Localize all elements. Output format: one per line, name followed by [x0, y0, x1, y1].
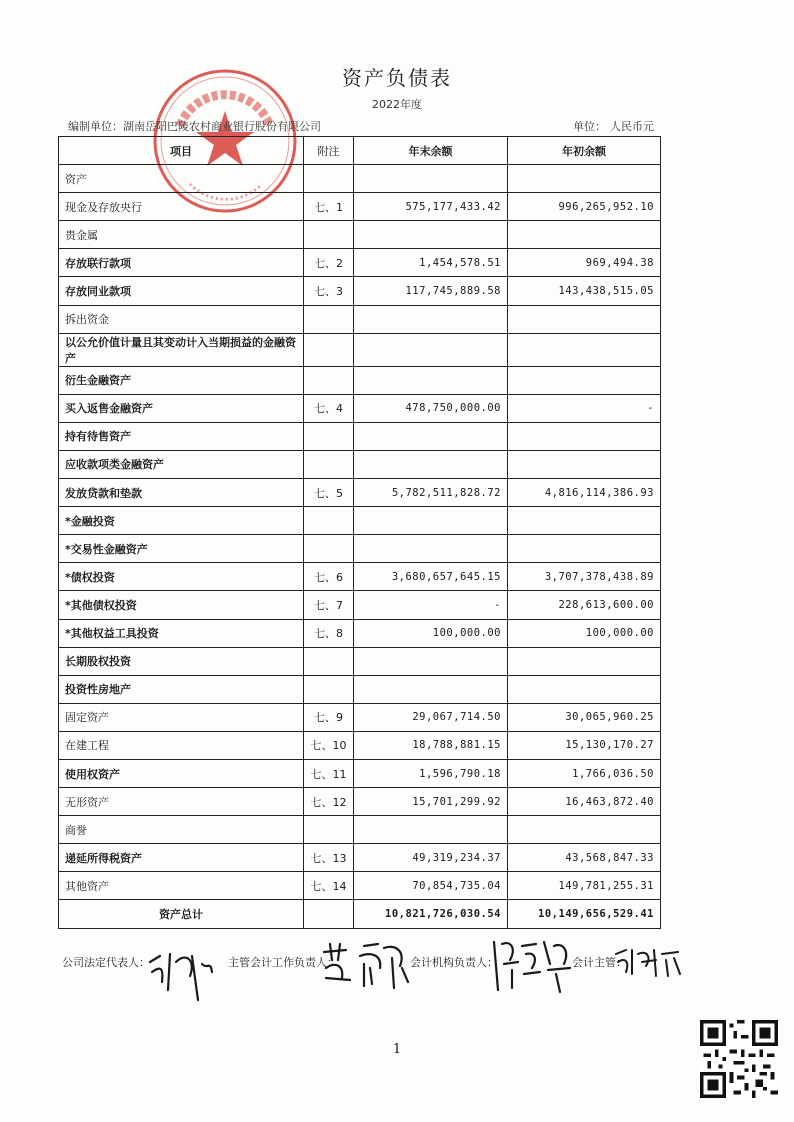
document-title: 资产负债表: [342, 66, 452, 90]
row-year-begin-value: 969,494.38: [508, 249, 661, 277]
row-year-end-value: [354, 422, 508, 450]
total-year-end: 10,821,726,030.54: [354, 900, 508, 928]
row-note: [304, 450, 354, 478]
row-year-begin-value: 228,613,600.00: [508, 591, 661, 619]
preparer-company: 编制单位：湖南岳阳巴陵农村商业银行股份有限公司: [68, 120, 321, 133]
table-row: [59, 703, 661, 731]
table-row: [59, 394, 661, 422]
row-item-label: 资产: [59, 165, 304, 193]
row-year-end-value: [354, 450, 508, 478]
currency-unit-value: 人民币元: [610, 120, 654, 133]
table-row: [59, 647, 661, 675]
row-year-end-value: 478,750,000.00: [354, 394, 508, 422]
row-item-label: 贵金属: [59, 221, 304, 249]
currency-unit-label: 单位：: [573, 120, 606, 133]
row-year-begin-value: [508, 535, 661, 563]
row-note: 七、12: [304, 788, 354, 816]
table-row: [59, 479, 661, 507]
legal-rep-label: 公司法定代表人：: [62, 956, 150, 969]
row-item-label: 现金及存放央行: [59, 193, 304, 221]
row-year-end-value: 18,788,881.15: [354, 731, 508, 759]
table-row: [59, 333, 661, 366]
table-header-row: [59, 137, 661, 165]
row-item-label: 在建工程: [59, 731, 304, 759]
row-year-begin-value: 43,568,847.33: [508, 844, 661, 872]
row-year-end-value: [354, 675, 508, 703]
row-note: 七、11: [304, 759, 354, 787]
row-year-begin-value: [508, 422, 661, 450]
row-item-label: *其他债权投资: [59, 591, 304, 619]
column-header-item: 项目: [59, 137, 304, 165]
row-note: 七、13: [304, 844, 354, 872]
chief-accountant-label: 主管会计工作负责人：: [228, 956, 338, 969]
row-year-begin-value: [508, 165, 661, 193]
table-row: [59, 591, 661, 619]
total-year-begin: 10,149,656,529.41: [508, 900, 661, 928]
row-year-begin-value: 996,265,952.10: [508, 193, 661, 221]
row-year-end-value: [354, 305, 508, 333]
row-year-end-value: [354, 816, 508, 844]
row-note: 七、7: [304, 591, 354, 619]
row-note: [304, 221, 354, 249]
accountant-label: 会计主管：: [572, 956, 627, 969]
table-row: [59, 619, 661, 647]
row-year-end-value: [354, 366, 508, 394]
row-item-label: 应收款项类金融资产: [59, 450, 304, 478]
table-row: [59, 366, 661, 394]
row-year-begin-value: 149,781,255.31: [508, 872, 661, 900]
row-note: 七、8: [304, 619, 354, 647]
row-year-end-value: 1,596,790.18: [354, 759, 508, 787]
row-item-label: 固定资产: [59, 703, 304, 731]
row-year-end-value: 3,680,657,645.15: [354, 563, 508, 591]
row-item-label: *金融投资: [59, 507, 304, 535]
table-row: [59, 305, 661, 333]
table-row: [59, 193, 661, 221]
row-note: [304, 675, 354, 703]
row-item-label: 拆出资金: [59, 305, 304, 333]
row-item-label: 长期股权投资: [59, 647, 304, 675]
row-item-label: 以公允价值计量且其变动计入当期损益的金融资产: [59, 333, 304, 366]
row-note: [304, 165, 354, 193]
row-year-end-value: 15,701,299.92: [354, 788, 508, 816]
row-item-label: *交易性金融资产: [59, 535, 304, 563]
row-note: [304, 422, 354, 450]
row-year-end-value: [354, 165, 508, 193]
column-header-year-begin: 年初余额: [508, 137, 661, 165]
row-item-label: 发放贷款和垫款: [59, 479, 304, 507]
row-year-end-value: 1,454,578.51: [354, 249, 508, 277]
chief-accountant-signature: [320, 938, 412, 990]
row-year-begin-value: 1,766,036.50: [508, 759, 661, 787]
row-item-label: 持有待售资产: [59, 422, 304, 450]
row-year-begin-value: 100,000.00: [508, 619, 661, 647]
row-item-label: 存放联行款项: [59, 249, 304, 277]
row-year-begin-value: 30,065,960.25: [508, 703, 661, 731]
row-note: 七、2: [304, 249, 354, 277]
row-year-end-value: -: [354, 591, 508, 619]
row-item-label: 存放同业款项: [59, 277, 304, 305]
table-row: [59, 675, 661, 703]
row-note: 七、9: [304, 703, 354, 731]
table-row: [59, 535, 661, 563]
row-note: 七、1: [304, 193, 354, 221]
row-year-begin-value: [508, 450, 661, 478]
row-year-end-value: [354, 507, 508, 535]
row-year-begin-value: [508, 816, 661, 844]
row-note: 七、10: [304, 731, 354, 759]
table-row: [59, 507, 661, 535]
row-note: 七、3: [304, 277, 354, 305]
table-row: [59, 450, 661, 478]
table-row: [59, 816, 661, 844]
total-label: 资产总计: [59, 900, 304, 928]
row-year-end-value: 70,854,735.04: [354, 872, 508, 900]
accounting-head-signature: [490, 934, 574, 996]
table-row: [59, 249, 661, 277]
row-year-begin-value: [508, 647, 661, 675]
table-row: [59, 422, 661, 450]
column-header-year-end: 年末余额: [354, 137, 508, 165]
table-row: [59, 221, 661, 249]
row-item-label: 投资性房地产: [59, 675, 304, 703]
page-number: 1: [392, 1042, 402, 1057]
row-year-begin-value: [508, 305, 661, 333]
row-note: [304, 333, 354, 366]
row-year-end-value: 575,177,433.42: [354, 193, 508, 221]
row-item-label: 递延所得税资产: [59, 844, 304, 872]
row-year-end-value: 29,067,714.50: [354, 703, 508, 731]
table-row: [59, 844, 661, 872]
row-item-label: 使用权资产: [59, 759, 304, 787]
row-note: 七、14: [304, 872, 354, 900]
row-item-label: 其他资产: [59, 872, 304, 900]
row-item-label: *其他权益工具投资: [59, 619, 304, 647]
row-note: [304, 647, 354, 675]
row-year-end-value: 117,745,889.58: [354, 277, 508, 305]
row-year-begin-value: 143,438,515.05: [508, 277, 661, 305]
row-note: [304, 816, 354, 844]
row-year-end-value: [354, 221, 508, 249]
column-header-note: 附注: [304, 137, 354, 165]
row-year-begin-value: [508, 333, 661, 366]
row-note: [304, 507, 354, 535]
currency-unit: [573, 118, 654, 134]
accounting-head-label: 会计机构负责人：: [410, 956, 498, 969]
row-year-begin-value: [508, 366, 661, 394]
row-year-begin-value: -: [508, 394, 661, 422]
row-year-end-value: 5,782,511,828.72: [354, 479, 508, 507]
balance-sheet-table: [58, 136, 661, 929]
report-year: 2022年度: [372, 98, 422, 111]
row-item-label: 衍生金融资产: [59, 366, 304, 394]
total-assets-row: [59, 900, 661, 928]
table-row: [59, 563, 661, 591]
table-row: [59, 165, 661, 193]
row-note: 七、4: [304, 394, 354, 422]
table-row: [59, 872, 661, 900]
row-year-end-value: [354, 535, 508, 563]
legal-rep-signature: [146, 942, 216, 1004]
row-item-label: *债权投资: [59, 563, 304, 591]
row-year-begin-value: 16,463,872.40: [508, 788, 661, 816]
row-item-label: 商誉: [59, 816, 304, 844]
row-note: 七、6: [304, 563, 354, 591]
row-note: [304, 535, 354, 563]
table-row: [59, 759, 661, 787]
row-year-begin-value: 15,130,170.27: [508, 731, 661, 759]
row-year-end-value: 49,319,234.37: [354, 844, 508, 872]
row-item-label: 买入返售金融资产: [59, 394, 304, 422]
qr-code: [700, 1020, 778, 1098]
row-note: [304, 305, 354, 333]
row-year-end-value: [354, 647, 508, 675]
row-item-label: 无形资产: [59, 788, 304, 816]
table-row: [59, 788, 661, 816]
row-year-begin-value: [508, 675, 661, 703]
row-note: 七、5: [304, 479, 354, 507]
row-year-begin-value: 3,707,378,438.89: [508, 563, 661, 591]
row-year-begin-value: [508, 221, 661, 249]
row-note: [304, 366, 354, 394]
table-row: [59, 731, 661, 759]
row-year-begin-value: 4,816,114,386.93: [508, 479, 661, 507]
row-year-end-value: 100,000.00: [354, 619, 508, 647]
table-row: [59, 277, 661, 305]
accountant-signature: [612, 944, 684, 980]
total-note: [304, 900, 354, 928]
row-year-begin-value: [508, 507, 661, 535]
row-year-end-value: [354, 333, 508, 366]
